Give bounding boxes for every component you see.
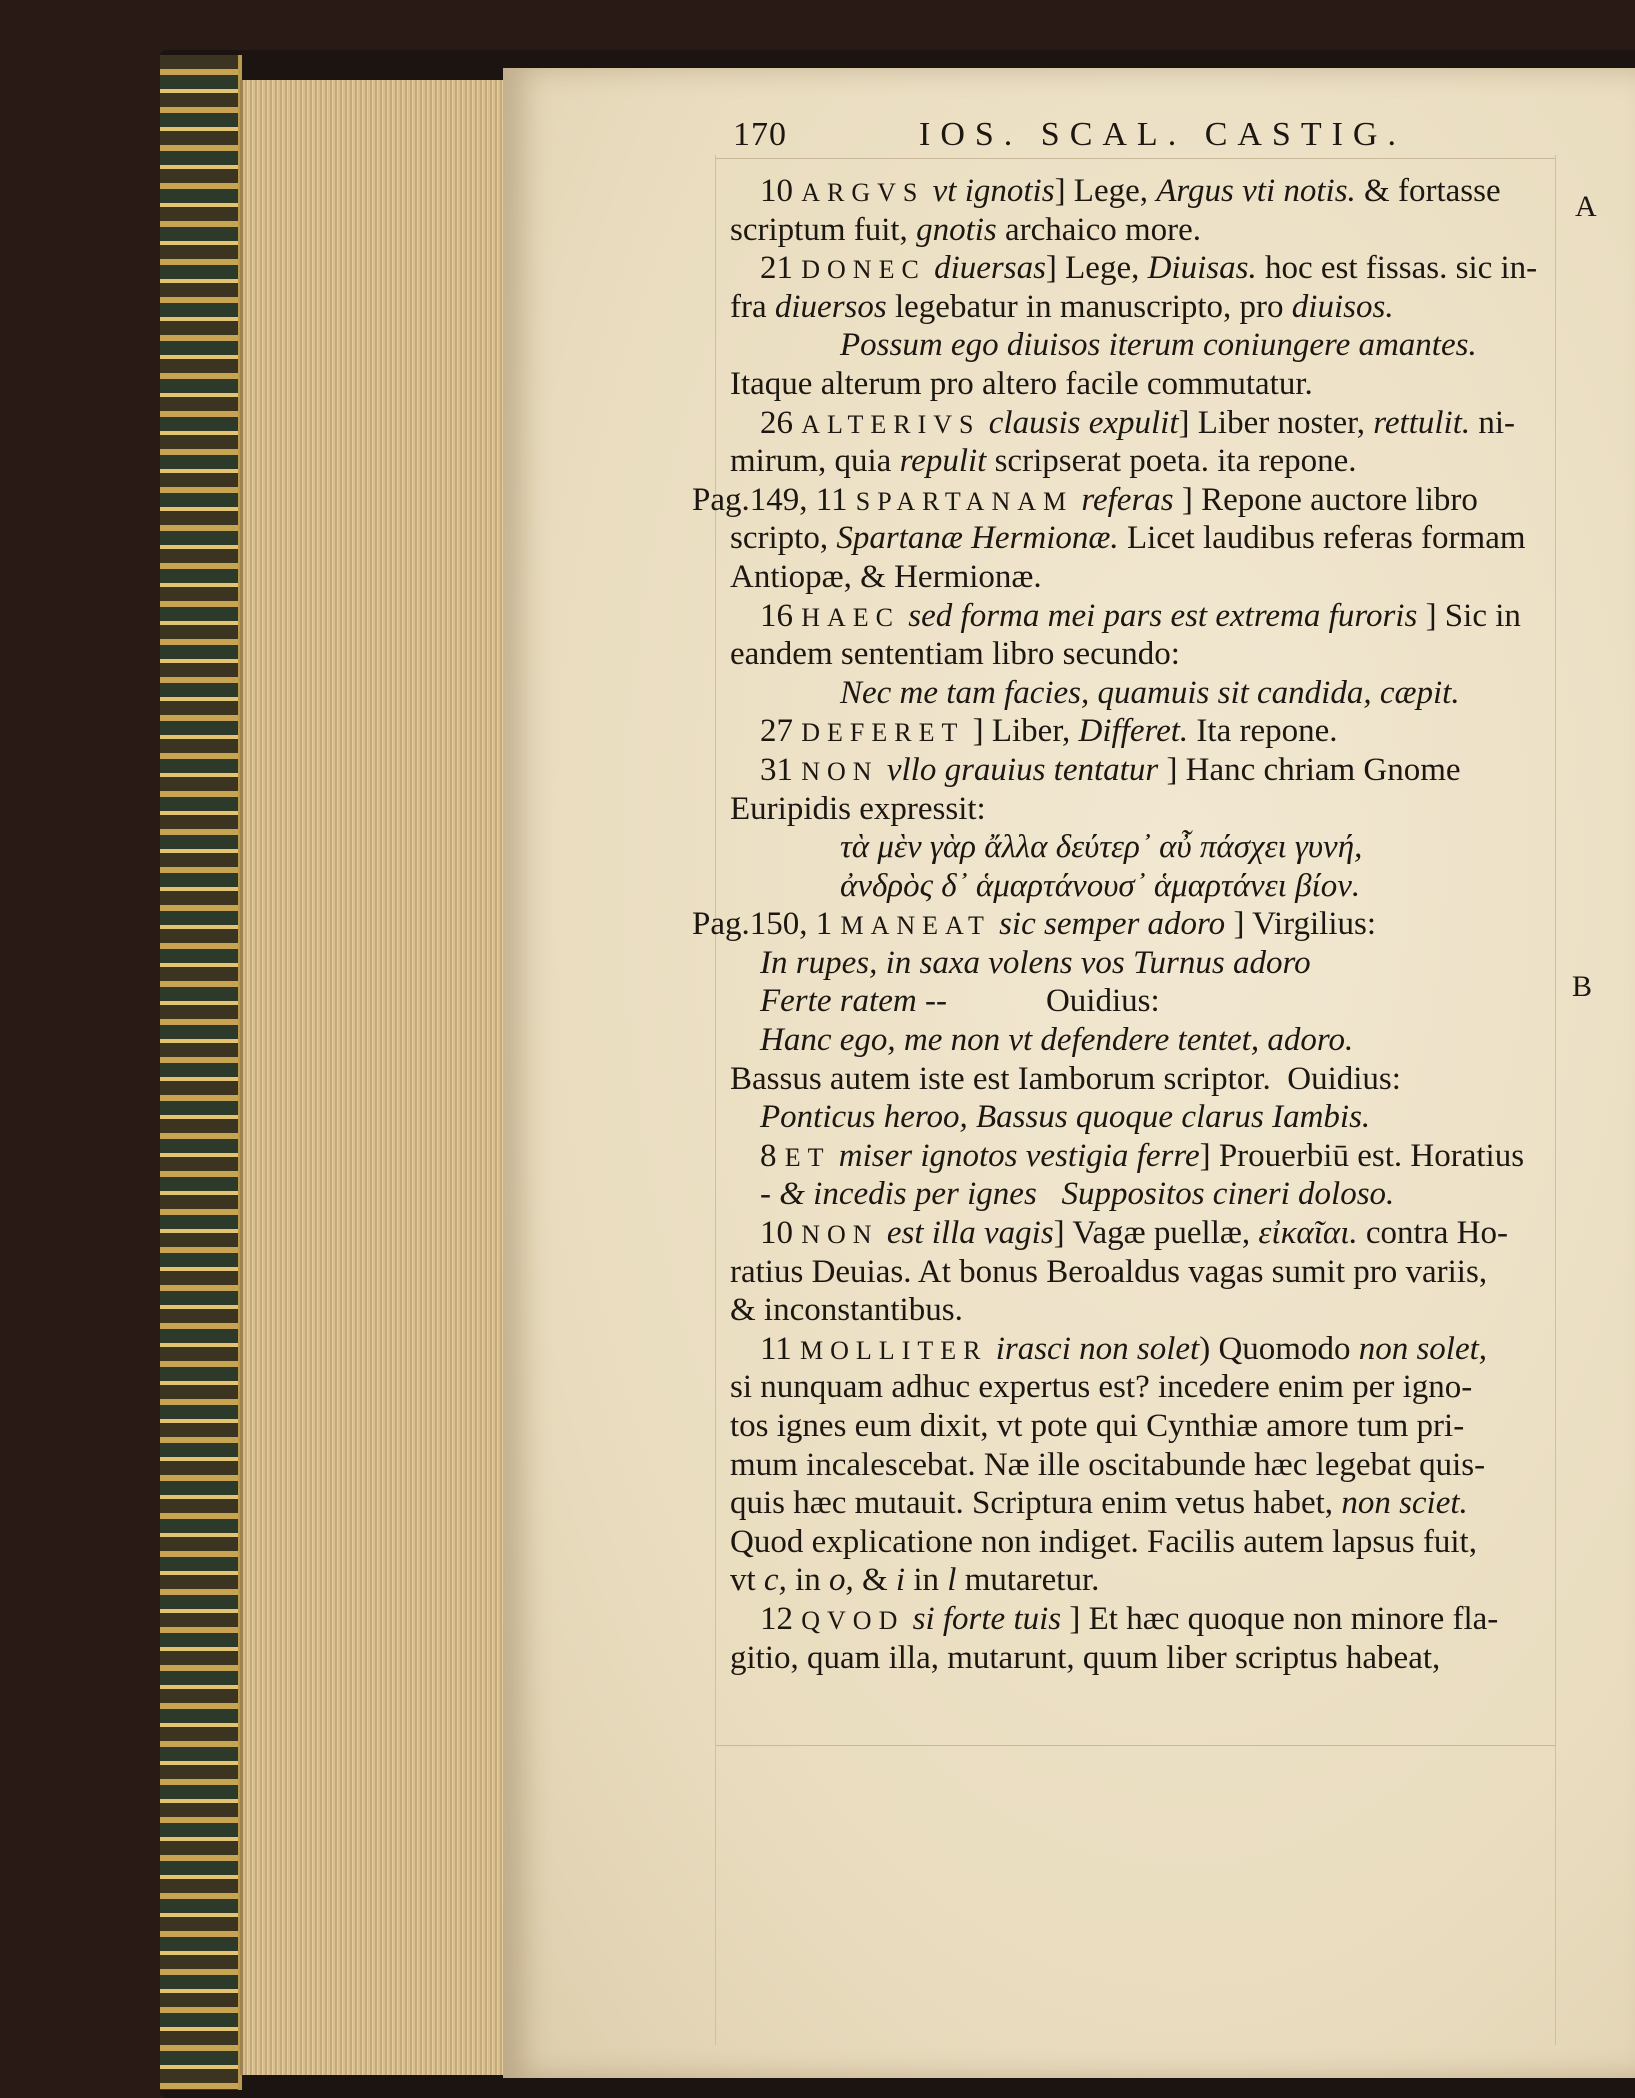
text-line: Hanc ego, me non vt defendere tentet, adoro. <box>760 1022 1354 1059</box>
text-line: 8 ET miser ignotos vestigia ferre] Prouerbiū est. Horatius <box>760 1137 1525 1174</box>
text-line: Euripidis expressit: <box>730 790 986 827</box>
text-line: si nunquam adhuc expertus est? incedere enim per ignο- <box>730 1369 1473 1406</box>
text-line: Quod explicatione non indiget. Facilis autem lapsus fuit, <box>730 1523 1477 1560</box>
text-line: Itaque alterum pro altero facile commutatur. <box>730 365 1313 402</box>
running-title: IOS. SCAL. CASTIG. <box>919 116 1406 153</box>
text-line: 11 MOLLITER irasci non solet) Quomodo non solet, <box>760 1330 1488 1367</box>
text-line: Antiopæ, & Hermionæ. <box>730 558 1042 595</box>
text-line: quis hæc mutauit. Scriptura enim vetus habet, non sciet. <box>730 1485 1468 1522</box>
text-line: ratius Deuias. At bonus Beroaldus vagas sumit pro variis, <box>730 1253 1488 1290</box>
margin-letter-b: B <box>1572 970 1593 1003</box>
text-line: - & incedis per ignes Suppositos cineri doloso. <box>760 1176 1395 1213</box>
text-line: mirum, quia repulit scripserat poeta. ita repone. <box>730 443 1357 480</box>
text-line: 26 ALTERIVS clausis expulit] Liber noster, rettulit. ni- <box>760 404 1516 441</box>
ruled-line <box>715 1745 1555 1746</box>
text-line: Possum ego diuisos iterum coniungere amantes. <box>840 327 1477 364</box>
text-line: vt c, in o, & i in l mutaretur. <box>730 1562 1100 1599</box>
text-line: In rupes, in saxa volens vos Turnus adoro <box>760 944 1311 981</box>
text-line: Nec me tam facies, quamuis sit candida, cæpit. <box>840 674 1460 711</box>
text-line: 21 DONEC diuersas] Lege, Diuisas. hoc est fissas. sic in- <box>760 250 1538 287</box>
text-line: ἀνδρὸς δ᾽ ἁμαρτάνουσ᾽ ἁμαρτάνει βίον. <box>840 867 1361 904</box>
text-line: fra diuersos legebatur in manuscripto, pro diuisos. <box>730 288 1394 325</box>
page-number: 170 <box>733 116 787 153</box>
text-line: eandem sententiam libro secundo: <box>730 636 1180 673</box>
spine-decoration <box>160 55 242 2090</box>
text-line: Pag.149, 11 SPARTANAM referas ] Repone auctore libro <box>692 481 1478 518</box>
text-line: gitio, quam illa, mutarunt, quum liber scriptus habeat, <box>730 1639 1441 1676</box>
text-line: Bassus autem iste est Iamborum scriptor. Ouidius: <box>730 1060 1401 1097</box>
ruled-line <box>715 158 1555 159</box>
text-line: scriptum fuit, gnotis archaico more. <box>730 211 1202 248</box>
text-line: Ferte ratem -- Ouidius: <box>760 983 1160 1020</box>
text-line: 12 QVOD si forte tuis ] Et hæc quoque non minore fla- <box>760 1600 1499 1637</box>
text-line: tos ignes eum dixit, vt pote qui Cynthiæ amore tum pri- <box>730 1408 1465 1444</box>
text-line: Ponticus heroo, Bassus quoque clarus Iambis. <box>760 1099 1371 1136</box>
text-line: scripto, Spartanæ Hermionæ. Licet laudibus referas formam <box>730 520 1526 557</box>
margin-letter-a: A <box>1575 190 1597 223</box>
text-line: & inconstantibus. <box>730 1292 963 1329</box>
text-line: Pag.150, 1 MANEAT sic semper adoro ] Virgilius: <box>692 906 1377 943</box>
text-line: 16 HAEC sed forma mei pars est extrema furoris ] Sic in <box>760 597 1521 634</box>
text-line: mum incalescebat. Næ ille oscitabunde hæc legebat quis- <box>730 1446 1486 1483</box>
text-line: 27 DEFERET ] Liber, Differet. Ita repone. <box>760 713 1338 750</box>
body-text <box>692 172 1560 1677</box>
text-line: 10 ARGVS vt ignotis] Lege, Argus vti notis. & fortasse <box>760 173 1501 209</box>
running-head <box>733 116 1553 156</box>
text-line: τὰ μὲν γὰρ ἄλλα δεύτερ᾽ αὖ πάσχει γυνή, <box>840 829 1363 866</box>
text-line: 31 NON vllo grauius tentatur ] Hanc chriam Gnome <box>760 751 1461 788</box>
ruled-line <box>715 155 716 2045</box>
text-line: 10 NON est illa vagis] Vagæ puellæ, εἰκαῖαι. contra Ho- <box>760 1215 1508 1252</box>
page-edges <box>240 80 507 2075</box>
